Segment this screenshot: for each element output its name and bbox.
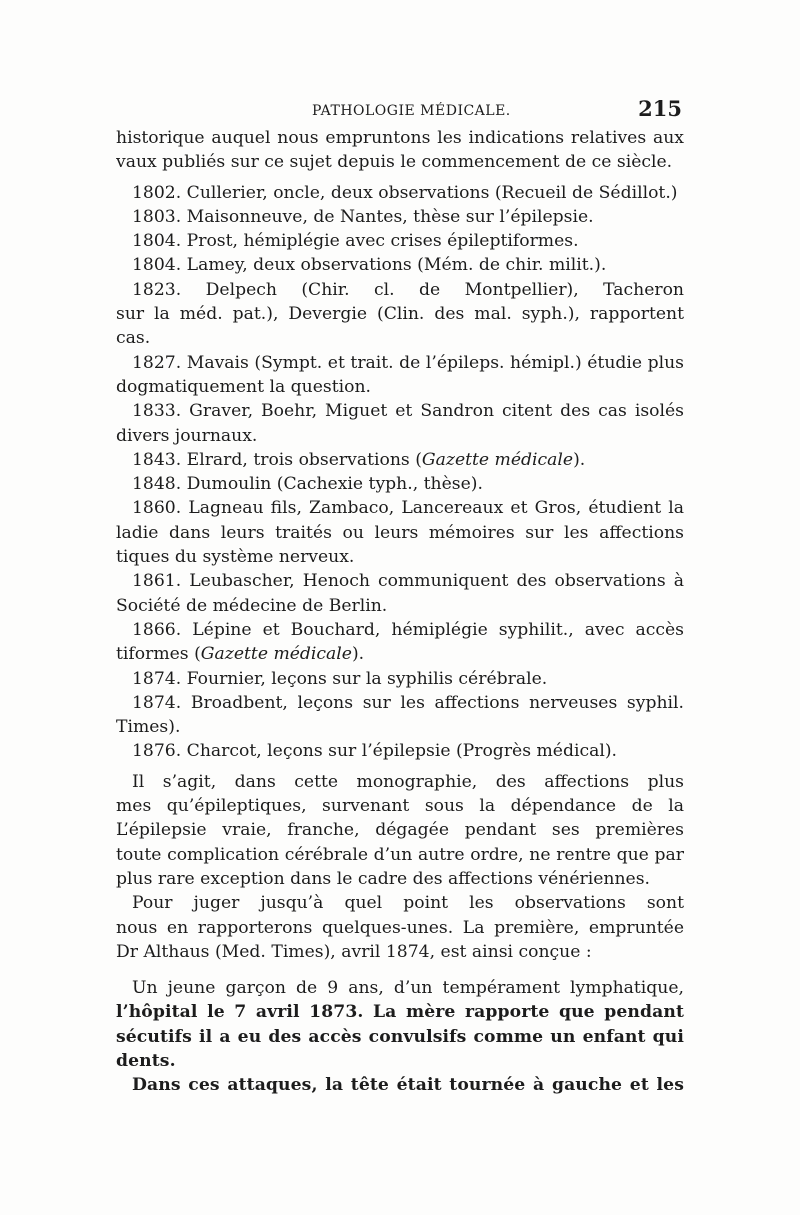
- observation-line: dents.: [116, 1050, 176, 1071]
- text-line: divers journaux.: [116, 425, 258, 446]
- chronology-entry: 1803. Maisonneuve, de Nantes, thèse sur l’épilepsie.: [132, 206, 594, 227]
- chronology-entry: 1860. Lagneau fils, Zambaco, Lancereaux et Gros, étudient la: [132, 498, 684, 519]
- text-line: historique auquel nous empruntons les indications relatives aux: [116, 128, 684, 148]
- text-run: tiformes (: [116, 644, 201, 665]
- paragraph-line: mes qu’épileptiques, survenant sous la dépendance de la: [116, 796, 684, 817]
- text-line: tiques du système nerveux.: [116, 547, 355, 568]
- chronology-entry: 1804. Lamey, deux observations (Mém. de chir. milit.).: [132, 255, 607, 276]
- chronology-entry: 1876. Charcot, leçons sur l’épilepsie (Progrès médical).: [132, 741, 617, 762]
- text-line: dogmatiquement la question.: [116, 376, 372, 397]
- text-run: ).: [351, 644, 365, 665]
- page-number: 215: [638, 96, 682, 121]
- observation-line: Dans ces attaques, la tête était tournée à gauche et les: [132, 1075, 684, 1096]
- chronology-entry: 1861. Leubascher, Henoch communiquent des observations à: [132, 571, 684, 592]
- paragraph-line: Pour juger jusqu’à quel point les observations sont: [132, 893, 684, 914]
- chronology-entry: 1874. Fournier, leçons sur la syphilis cérébrale.: [132, 668, 548, 689]
- paragraph-line: Dr Althaus (Med. Times), avril 1874, est ainsi conçue :: [116, 941, 592, 962]
- chronology-entry: 1874. Broadbent, leçons sur les affections nerveuses syphil.: [132, 692, 684, 713]
- text-line: cas.: [116, 328, 151, 349]
- paragraph-line: plus rare exception dans le cadre des affections vénériennes.: [116, 868, 650, 889]
- paragraph-line: Il s’agit, dans cette monographie, des affections plus: [132, 771, 684, 792]
- chronology-entry: 1802. Cullerier, oncle, deux observations (Recueil de Sédillot.): [132, 182, 678, 203]
- text-run: 1843. Elrard, trois observations (: [132, 449, 422, 470]
- paragraph-line: L’épilepsie vraie, franche, dégagée pendant ses premières: [116, 820, 684, 841]
- chronology-entry: 1848. Dumoulin (Cachexie typh., thèse).: [132, 474, 483, 495]
- chronology-entry: [116, 448, 684, 472]
- paragraph-line: toute complication cérébrale d’un autre ordre, ne rentre que par: [116, 844, 684, 865]
- paragraph-line: nous en rapporterons quelques-unes. La première, empruntée: [116, 917, 684, 938]
- observation-line: Un jeune garçon de 9 ans, d’un tempérament lymphatique,: [132, 978, 684, 999]
- chronology-entry: 1823. Delpech (Chir. cl. de Montpellier), Tacheron: [132, 279, 684, 300]
- chronology-entry: 1827. Mavais (Sympt. et trait. de l’épileps. hémipl.) étudie plus: [132, 352, 684, 373]
- journal-title: Gazette médicale: [421, 449, 574, 470]
- chronology-entry: 1833. Graver, Boehr, Miguet et Sandron citent des cas isolés: [132, 401, 684, 422]
- text-line: Times).: [116, 717, 181, 738]
- running-title: PATHOLOGIE MÉDICALE.: [312, 103, 511, 119]
- page-header: [116, 96, 682, 126]
- text-line: sur la méd. pat.), Devergie (Clin. des mal. syph.), rapportent: [116, 304, 684, 325]
- observation-line: l’hôpital le 7 avril 1873. La mère rapporte que pendant: [116, 1002, 684, 1023]
- text-line: vaux publiés sur ce sujet depuis le commencement de ce siècle.: [116, 152, 673, 173]
- text-run: ).: [573, 449, 586, 470]
- chronology-entry: 1866. Lépine et Bouchard, hémiplégie syphilit., avec accès: [132, 619, 684, 640]
- journal-title: Gazette médicale: [200, 644, 352, 665]
- text-line: ladie dans leurs traités ou leurs mémoires sur les affections: [116, 522, 684, 543]
- observation-line: sécutifs il a eu des accès convulsifs comme un enfant qui: [116, 1026, 684, 1047]
- chronology-entry: 1804. Prost, hémiplégie avec crises épileptiformes.: [132, 231, 579, 252]
- body-text: [116, 126, 684, 1098]
- text-line: Société de médecine de Berlin.: [116, 595, 388, 616]
- text-line: [116, 642, 684, 666]
